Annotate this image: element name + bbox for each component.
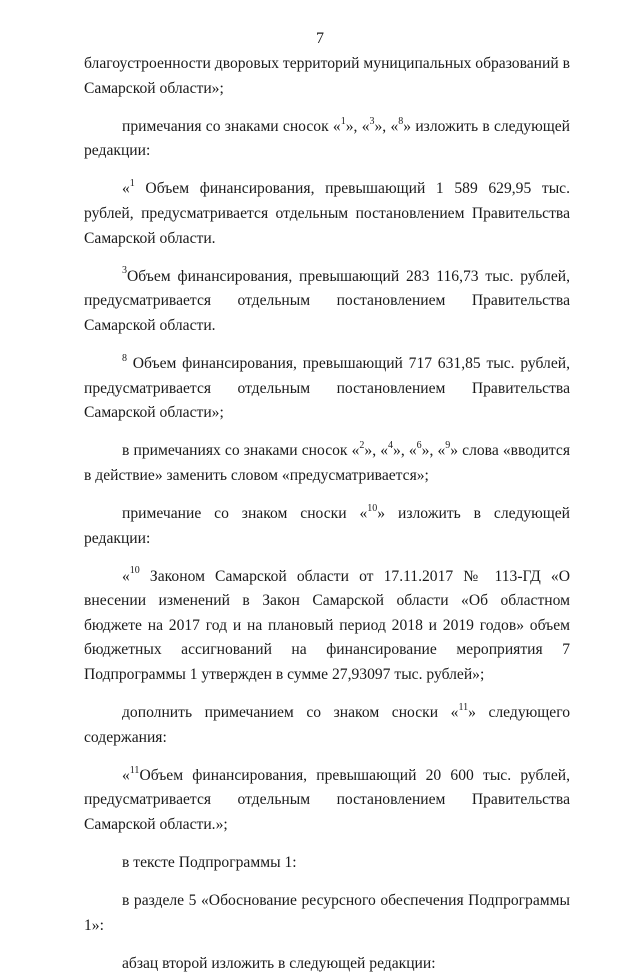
paragraph-text: абзац второй изложить в следующей редакции: <box>122 954 436 972</box>
paragraph-text: », « <box>364 442 389 460</box>
paragraph-text: в примечаниях со знаками сносок « <box>122 442 360 460</box>
paragraph <box>84 439 570 488</box>
footnote-marker: 1 <box>129 178 135 190</box>
paragraph <box>84 502 570 551</box>
paragraph-text: » изложить в следующей редакции: <box>84 504 570 547</box>
paragraph-text: благоустроенности дворовых территорий муниципальных образований в Самарской области»; <box>84 55 570 97</box>
paragraph-text: Законом Самарской области от 17.11.2017 № 113-ГД «О внесении изменений в Закон Самарской области «Об областном бюджете на 2017 год и на плановый период 2018 и 2019 годов» объем бюджетных ассигнований на финансирование мероприятия 7 Подпрограммы 1 утвержден в сумме 27,93097 тыс. рублей»; <box>84 567 570 683</box>
paragraph-text: примечание со знаком сноски « <box>122 504 368 522</box>
paragraph <box>84 701 570 750</box>
footnote-marker: 6 <box>416 440 422 452</box>
footnote-marker: 10 <box>129 565 140 577</box>
footnote-marker: 10 <box>367 502 378 514</box>
footnote-marker: 8 <box>122 352 127 364</box>
paragraph <box>84 265 570 339</box>
paragraph-text: Объем финансирования, превышающий 1 589 629,95 тыс. рублей, предусматривается отдельным постановлением Правительства Самарской области. <box>84 180 570 247</box>
paragraph <box>84 764 570 838</box>
paragraph-text: », « <box>421 442 446 460</box>
paragraph-text: » слова «вводится в действие» заменить словом «предусматривается»; <box>84 442 570 484</box>
paragraph-text: », « <box>345 117 370 135</box>
footnote-marker: 1 <box>340 115 346 127</box>
paragraph <box>84 177 570 251</box>
paragraph-text: в тексте Подпрограммы 1: <box>122 854 297 872</box>
paragraph <box>84 565 570 688</box>
paragraph-text: », « <box>393 442 417 460</box>
paragraph-text: » изложить в следующей редакции: <box>84 117 571 160</box>
page-number: 7 <box>316 30 324 47</box>
paragraph <box>84 52 570 101</box>
paragraph <box>84 115 570 164</box>
paragraph-text: Объем финансирования, превышающий 283 116,73 тыс. рублей, предусматривается отдельным постановлением Правительства Самарской области. <box>84 267 570 334</box>
paragraph-text: », « <box>374 117 399 135</box>
document-body <box>84 52 570 976</box>
paragraph <box>84 952 570 976</box>
paragraph-text: « <box>122 766 130 784</box>
footnote-marker: 9 <box>445 440 451 452</box>
paragraph <box>84 851 570 876</box>
footnote-marker: 8 <box>398 115 404 127</box>
paragraph-text: « <box>122 180 130 198</box>
paragraph-text: » следующего содержания: <box>84 704 570 746</box>
paragraph-text: дополнить примечанием со знаком сноски « <box>122 704 459 722</box>
paragraph-text: в разделе 5 «Обоснование ресурсного обеспечения Подпрограммы 1»: <box>84 892 570 934</box>
footnote-marker: 3 <box>369 115 375 127</box>
footnote-marker: 4 <box>388 440 394 452</box>
paragraph-text: Объем финансирования, превышающий 20 600 тыс. рублей, предусматривается отдельным постановлением Правительства Самарской области.»; <box>84 766 570 833</box>
paragraph <box>84 352 570 426</box>
footnote-marker: 11 <box>129 764 140 776</box>
paragraph-text: примечания со знаками сносок « <box>122 117 341 135</box>
footnote-marker: 2 <box>359 440 365 452</box>
paragraph-text: Объем финансирования, превышающий 717 631,85 тыс. рублей, предусматривается отдельным постановлением Правительства Самарской области»; <box>84 354 570 422</box>
paragraph-text: « <box>122 567 130 585</box>
paragraph <box>84 889 570 938</box>
footnote-marker: 3 <box>122 265 127 277</box>
footnote-marker: 11 <box>458 701 469 713</box>
